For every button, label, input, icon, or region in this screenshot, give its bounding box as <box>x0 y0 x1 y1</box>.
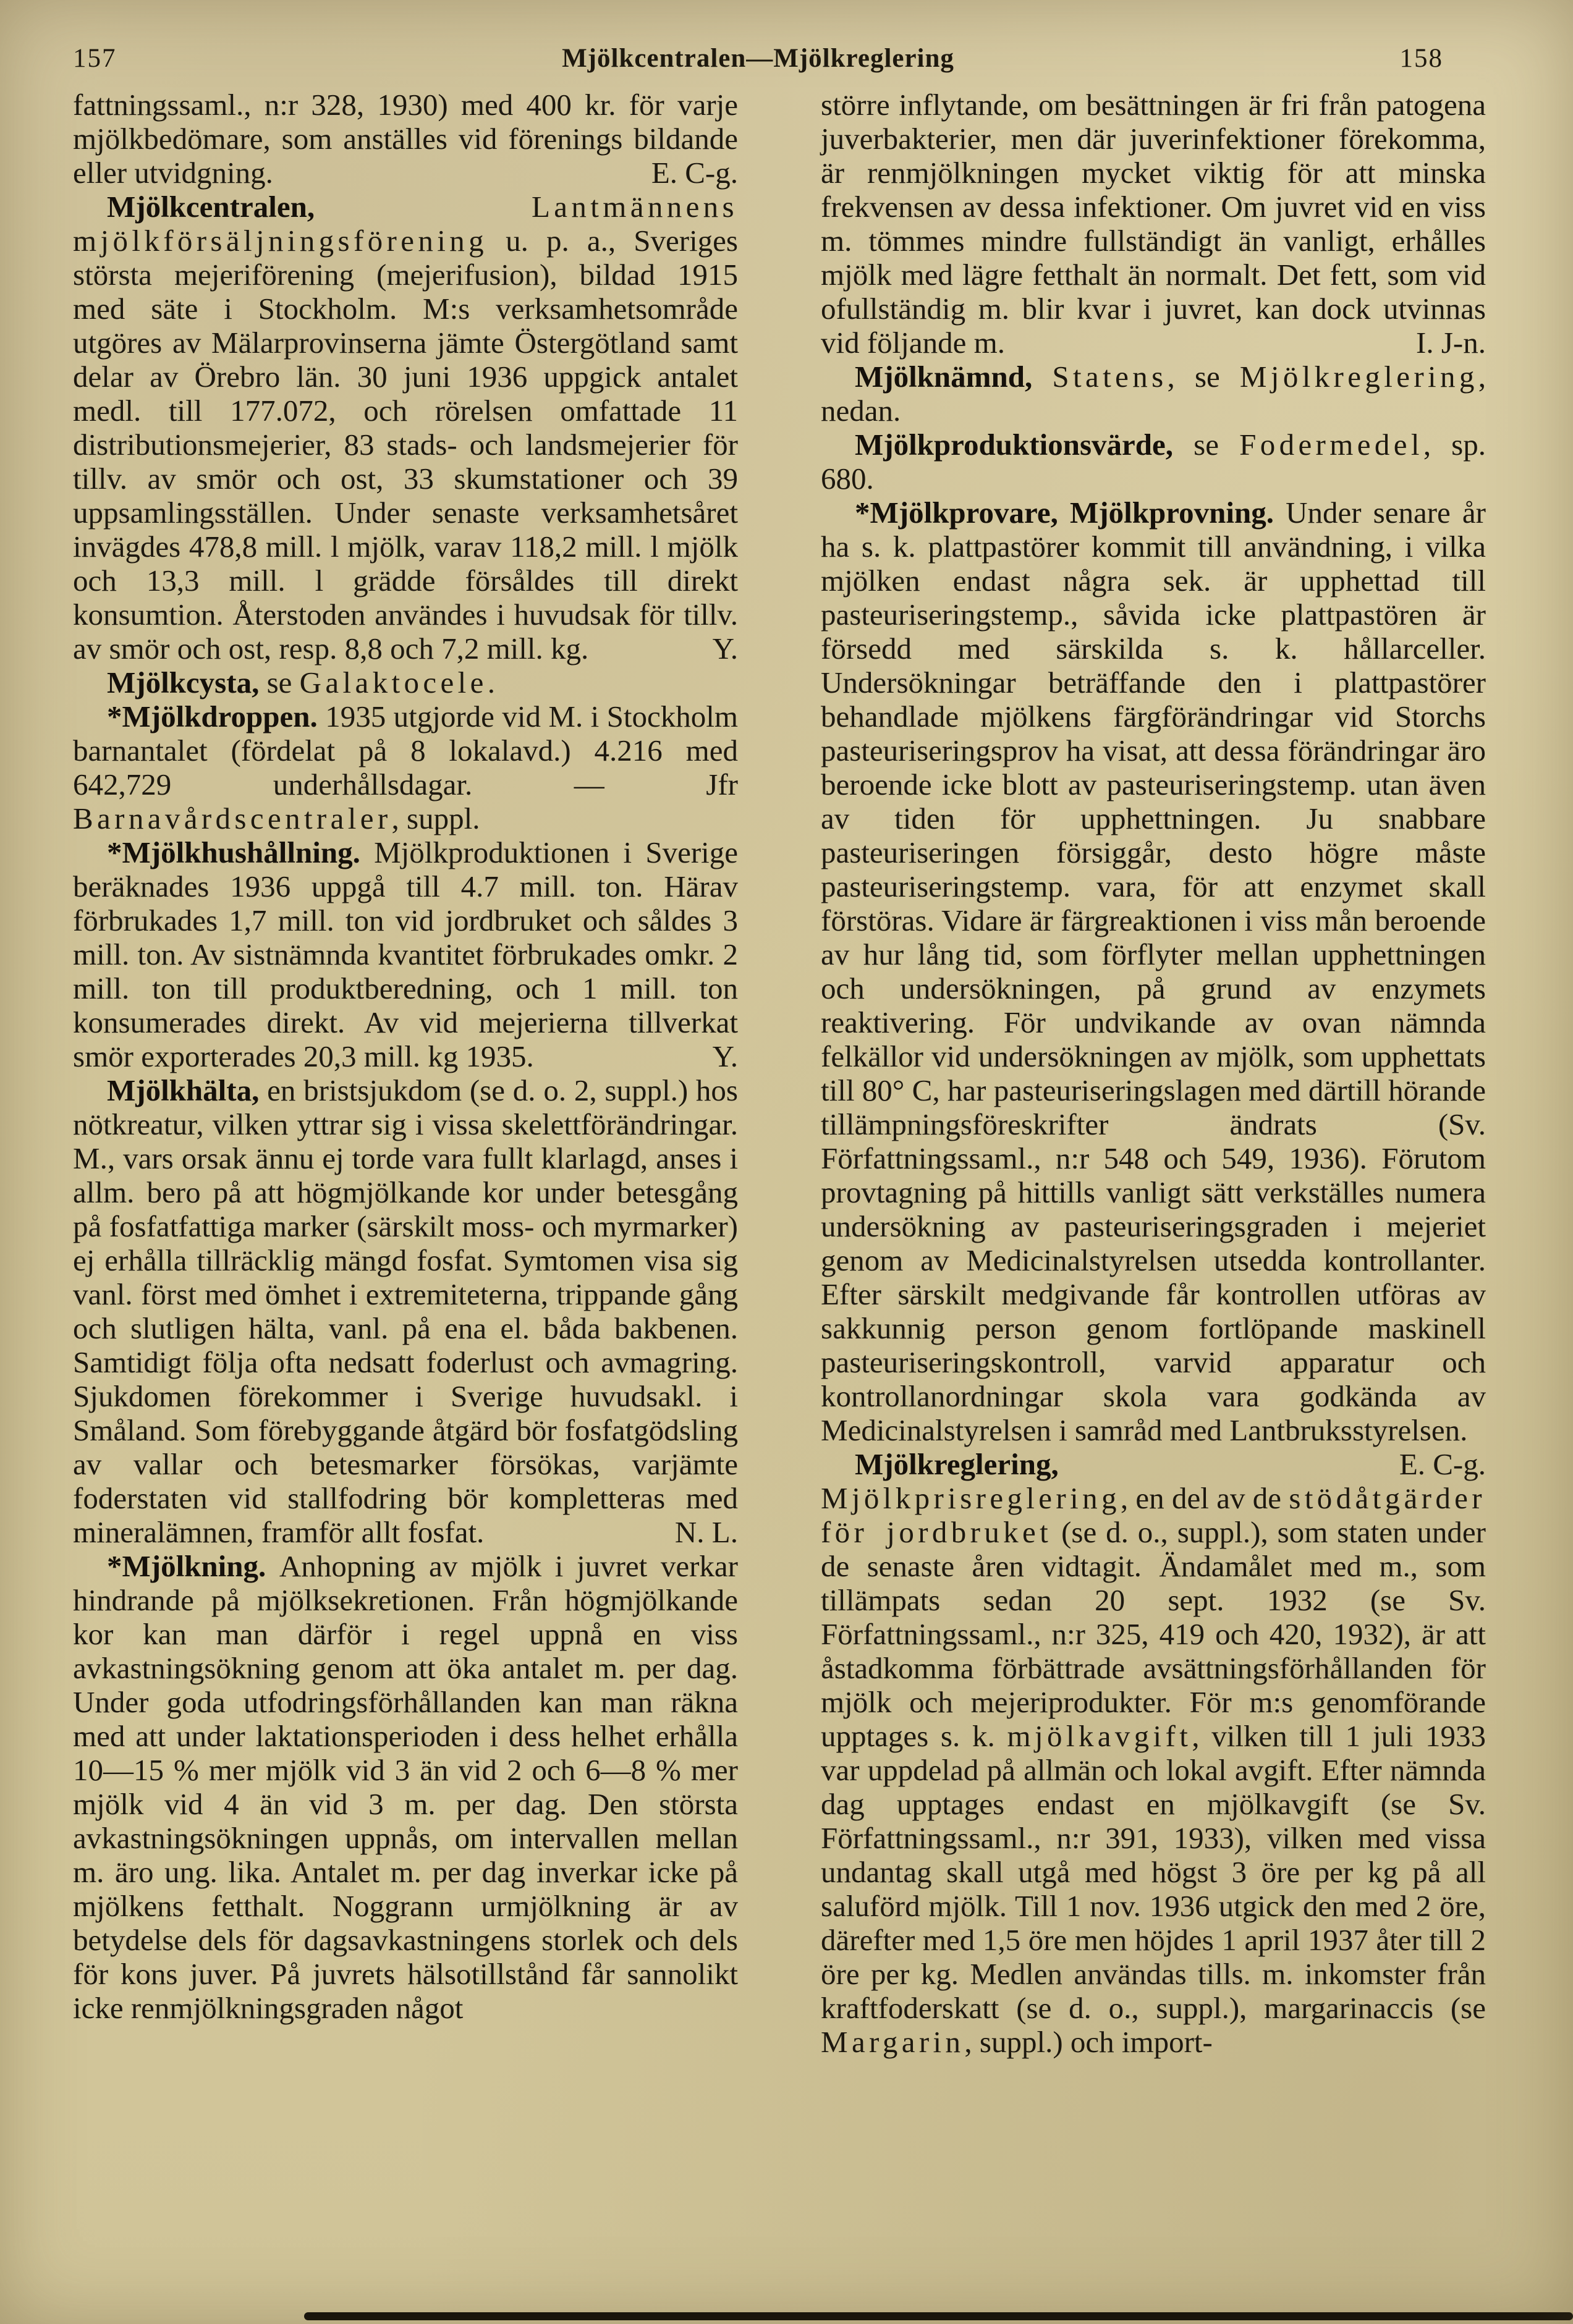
spaced-term: Margarin <box>821 2025 965 2059</box>
entry-headword: *Mjölkdroppen. <box>107 699 326 733</box>
entry-paragraph <box>821 428 1486 496</box>
entry-headword: Mjölkcysta, <box>107 666 267 699</box>
page-number-right: 158 <box>1399 44 1443 73</box>
spaced-term: Mjölkprisreglering <box>821 1481 1121 1515</box>
body-text: , sp. 680. <box>821 428 1486 496</box>
entry-paragraph <box>73 88 738 190</box>
entry-paragraph <box>73 666 738 699</box>
body-text: (se d. o., suppl.), som staten under de senaste åren vidtagit. Ändamålet med m., som tillämpats sedan 20 sept. 1932 (se Sv. Författningssaml., n:r 325, 419 och 420, 1932), är att åstadkomma förbättrade avsättningsförhållanden för mjölk och mejeriprodukter. För m:s genomförande upptages s. k. <box>821 1515 1486 1753</box>
spaced-term: Galaktocele <box>299 666 488 699</box>
body-text: , se <box>1167 360 1240 394</box>
body-text: , en del av de <box>1120 1481 1289 1515</box>
spaced-term: mjölkavgift <box>1007 1719 1192 1753</box>
text-columns <box>73 88 1486 2059</box>
left-column <box>73 88 738 2059</box>
body-text: , suppl. <box>391 801 480 835</box>
author-signature: I. J-n. <box>1416 326 1486 360</box>
entry-headword: Mjölkhälta, <box>107 1073 268 1107</box>
author-signature: N. L. <box>674 1515 738 1549</box>
entry-paragraph <box>73 699 738 835</box>
body-text: , nedan. <box>821 360 1486 428</box>
scan-edge-artifact <box>304 2312 1573 2320</box>
author-signature: E. C-g. <box>1399 1447 1486 1481</box>
body-text: 1935 utgjorde vid M. i Stockholm barnantalet (fördelat på 8 lokalavd.) 4.216 med 642,729 underhållsdagar. — Jfr <box>73 699 738 801</box>
body-text: Mjölkproduktionen i Sverige beräknades 1936 uppgå till 4.7 mill. ton. Härav förbrukades 1,7 mill. ton vid jordbruket och såldes 3 mill. ton. Av sistnämnda kvantitet förbrukades omkr. 2 mill. ton till produktberedning, och 1 mill. ton konsumerades direkt. Av vid mejerierna tillverkat smör exporterades 20,3 mill. kg 1935. <box>73 835 738 1073</box>
entry-paragraph <box>821 360 1486 428</box>
entry-headword: *Mjölkprovare, Mjölkprovning. <box>855 496 1286 530</box>
body-text: u. p. a., Sveriges största mejeriförening (mejerifusion), bildad 1915 med säte i Stockholm. M:s verksamhetsområde utgöres av Mälarprovinserna jämte Östergötland samt delar av Örebro län. 30 juni 1936 uppgick antalet medl. till 177.072, och rörelsen omfattade 11 distributionsmejerier, 83 stads- och landsmejerier för tillv. av smör och ost, 33 skumstationer och 39 uppsamlingsställen. Under senaste verksamhetsåret invägdes 478,8 mill. l mjölk, varav 118,2 mill. l mjölk och 13,3 mill. l grädde försåldes till direkt konsumtion. Återstoden användes i huvudsak för tillv. av smör och ost, resp. 8,8 och 7,2 mill. kg. <box>73 224 738 666</box>
body-text: se <box>1194 428 1240 462</box>
entry-headword: Mjölkreglering, <box>855 1447 1059 1481</box>
author-signature: E. C-g. <box>651 156 738 190</box>
page-header <box>73 43 1486 74</box>
author-signature: Y. <box>712 1039 738 1073</box>
entry-headword: *Mjölkning. <box>107 1549 279 1583</box>
spaced-term: Lantmännens mjölkförsäljningsförening <box>73 190 738 258</box>
entry-headword: Mjölkcentralen, <box>107 190 532 224</box>
spaced-term: Fodermedel <box>1239 428 1423 462</box>
entry-paragraph <box>73 1073 738 1549</box>
entry-headword: *Mjölkhushållning. <box>107 835 375 869</box>
page-number-left: 157 <box>73 44 117 73</box>
entry-paragraph <box>821 1447 1486 2059</box>
body-text: . <box>487 666 495 699</box>
body-text: Under senare år ha s. k. plattpastörer kommit till användning, i vilka mjölken endast några sek. är upphettad till pasteuriseringstemp., såvida icke plattpastören är försedd med särskilda s. k. hållarceller. Undersökningar beträffande den i plattpastörer behandlade mjölkens färgförändringar vid Storchs pasteuriseringsprov ha visat, att dessa förändringar äro beroende icke blott av pasteuriseringstemp. utan även av tiden för upphettningen. Ju snabbare pasteuriseringen försiggår, desto högre måste pasteuriseringstemp. vara, för att enzymet skall förstöras. Vidare är färgreaktionen i viss mån beroende av hur lång tid, som förflyter mellan upphettningen och undersökningen, på grund av enzymets reaktivering. För undvikande av ovan nämnda felkällor vid undersökningen av mjölk, som upphettats till 80° C, har pasteuriseringslagen med därtill hörande tillämpningsföreskrifter ändrats (Sv. Författningssaml., n:r 548 och 549, 1936). Förutom provtagning på hittills vanligt sätt verkställes numera undersökning av pasteuriseringsgraden i mejeriet genom av Medicinalstyrelsen utsedda kontrollanter. Efter särskilt medgivande får kontrollen utföras av sakkunnig person genom fortlöpande maskinell pasteuriseringskontroll, varvid apparatur och kontrollanordningar skola vara godkända av Medicinalstyrelsen i samråd med Lantbruksstyrelsen. <box>821 496 1486 1447</box>
entry-paragraph <box>821 88 1486 360</box>
running-title: Mjölkcentralen—Mjölkreglering <box>562 44 954 73</box>
spaced-term: Barnavårdscentraler <box>73 801 392 835</box>
body-text: se <box>266 666 300 699</box>
spaced-term: stödåtgärder för jordbruket <box>821 1481 1486 1549</box>
spaced-term: Mjölkreglering <box>1239 360 1478 394</box>
entry-paragraph <box>73 190 738 666</box>
entry-paragraph <box>73 835 738 1073</box>
author-signature: Y. <box>712 632 738 666</box>
body-text: en bristsjukdom (se d. o. 2, suppl.) hos nötkreatur, vilken yttrar sig i vissa skelettförändringar. M., vars orsak ännu ej torde vara fullt klarlagd, anses i allm. bero på att högmjölkande kor under betesgång på fosfatfattiga marker (särskilt moss- och myrmarker) ej erhålla tillräcklig mängd fosfat. Symtomen visa sig vanl. först med ömhet i extremiteterna, trippande gång och slutligen hälta, vanl. på ena el. båda bakbenen. Samtidigt följa ofta nedsatt foderlust och avmagring. Sjukdomen förekommer i Sverige huvudsakl. i Småland. Som förebyggande åtgärd bör fosfatgödsling av vallar och betesmarker försökas, varjämte foderstaten vid stallfodring bör kompletteras med mineralämnen, framför allt fosfat. <box>73 1073 738 1549</box>
entry-paragraph <box>73 1549 738 2025</box>
entry-headword: Mjölkproduktionsvärde, <box>855 428 1194 462</box>
right-column <box>821 88 1486 2059</box>
body-text: större inflytande, om besättningen är fri från patogena juverbakterier, men där juverinfektioner förekomma, är renmjölkningen mycket viktig för att minska frekvensen av dessa infektioner. Om juvret vid en viss m. tömmes mindre fullständigt än vanligt, erhålles mjölk med lägre fetthalt än normalt. Det fett, som vid ofullständig m. blir kvar i juvret, kan dock utvinnas vid följande m. <box>821 88 1486 360</box>
spaced-term: Statens <box>1052 360 1168 394</box>
body-text: , suppl.) och import- <box>964 2025 1213 2059</box>
body-text: Anhopning av mjölk i juvret verkar hindrande på mjölksekretionen. Från högmjölkande kor kan man därför i regel uppnå en viss avkastningsökning genom att öka antalet m. per dag. Under goda utfodringsförhållanden kan man räkna med att under laktationsperioden i dess helhet erhålla 10—15 % mer mjölk vid 3 än vid 2 och 6—8 % mer mjölk vid 4 än vid 3 m. per dag. Den största avkastningsökningen uppnås, om intervallen mellan m. äro ung. lika. Antalet m. per dag inverkar icke på mjölkens fetthalt. Noggrann urmjölkning är av betydelse dels för dagsavkastningens storlek och dels för kons juver. På juvrets hälsotillstånd får sannolikt icke renmjölkningsgraden något <box>73 1549 738 2025</box>
body-text: fattningssaml., n:r 328, 1930) med 400 kr. för varje mjölkbedömare, som anställes vid förenings bildande eller utvidgning. <box>73 88 738 190</box>
body-text: , vilken till 1 juli 1933 var uppdelad på allmän och lokal avgift. Efter nämnda dag upptages endast en mjölkavgift (se Sv. Författningssaml., n:r 391, 1933), vilken med vissa undantag skall utgå med högst 3 öre per kg på all saluförd mjölk. Till 1 nov. 1936 utgick den med 2 öre, därefter med 1,5 öre men höjdes 1 april 1937 åter till 2 öre per kg. Medlen användas tills. m. inkomster från kraftfoderskatt (se d. o., suppl.), margarinaccis (se <box>821 1719 1486 2025</box>
entry-headword: Mjölknämnd, <box>855 360 1053 394</box>
